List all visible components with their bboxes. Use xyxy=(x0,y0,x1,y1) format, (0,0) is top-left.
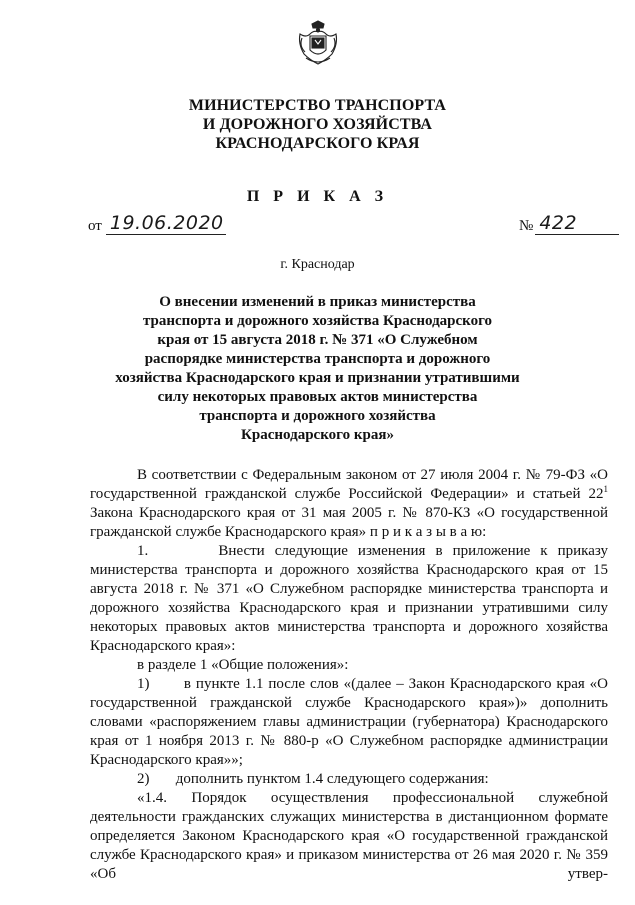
number-prefix: № xyxy=(519,218,534,234)
title-line: транспорта и дорожного хозяйства xyxy=(199,408,436,424)
title-line: распорядке министерства транспорта и дорожного xyxy=(144,351,491,367)
date-prefix: от xyxy=(88,218,102,234)
title-line: Краснодарского края» xyxy=(241,427,394,443)
document-body xyxy=(90,466,608,884)
subitem-2-number: 2) xyxy=(137,771,150,787)
title-line: транспорта и дорожного хозяйства Краснодарского xyxy=(142,313,493,329)
ministry-line: И ДОРОЖНОГО ХОЗЯЙСТВА xyxy=(202,116,433,133)
title-line: хозяйства Краснодарского края и признании утратившими xyxy=(115,370,520,386)
quote-paragraph: «1.4. Порядок осуществления профессиональной служебной деятельности гражданских служащих министерства в дистанционном формате определяется Законом Краснодарского края «О государственной гражданской службе Краснодарского края» и приказом министерства от 26 мая 2020 г. № 359 «Об утвер- xyxy=(90,790,608,882)
item-1-number: 1. xyxy=(137,543,149,559)
document-type: П Р И К А З xyxy=(246,188,389,205)
item-1-paragraph: 1. Внести следующие изменения в приложение к приказу министерства транспорта и дорожного хозяйства Краснодарского края от 15 августа 2018 г. № 371 «О Служебном распорядке министерства транспорта и дорожного хозяйства Краснодарского края и признании утратившими силу некоторых правовых актов министерства транспорта и дорожного хозяйства Краснодарского края»: xyxy=(90,543,609,654)
number-line xyxy=(535,212,619,235)
krasnodar-coat-of-arms-icon xyxy=(296,20,340,66)
date-line xyxy=(106,212,226,235)
document-title xyxy=(0,293,635,445)
subitem-1-number: 1) xyxy=(137,676,150,692)
subitem-2-paragraph: 2) дополнить пунктом 1.4 следующего содержания: xyxy=(137,771,489,787)
title-line: края от 15 августа 2018 г. № 371 «О Служебном xyxy=(157,332,478,348)
order-date xyxy=(88,212,226,235)
order-number xyxy=(519,212,619,235)
ministry-line: КРАСНОДАРСКОГО КРАЯ xyxy=(215,135,420,152)
ministry-name xyxy=(0,96,635,153)
city: г. Краснодар xyxy=(280,257,355,272)
handwritten-number: 422 xyxy=(539,212,578,234)
handwritten-date: 19.06.2020 xyxy=(109,212,224,234)
title-line: О внесении изменений в приказ министерства xyxy=(159,294,476,310)
section-1-paragraph: в разделе 1 «Общие положения»: xyxy=(137,657,349,673)
subitem-1-paragraph: 1) в пункте 1.1 после слов «(далее – Закон Краснодарского края «О государственной гражданской службе Краснодарского края»)» дополнить словами «распоряжением главы администрации (губернатора) Краснодарского края от 1 ноября 2013 г. № 880-р «О Служебном распорядке администрации Краснодарского края»»; xyxy=(90,676,608,768)
ministry-line: МИНИСТЕРСТВО ТРАНСПОРТА xyxy=(188,97,447,114)
intro-paragraph: В соответствии с Федеральным законом от 27 июля 2004 г. № 79-ФЗ «О государственной гражданской службе Российской Федерации» и статьей $22^1$ Закона Краснодарского края от 31 мая 2005 г. № 870-КЗ «О государственной гражданской службе Краснодарского края» п р и к а з ы в а ю: xyxy=(90,467,608,540)
title-line: силу некоторых правовых актов министерства xyxy=(157,389,478,405)
